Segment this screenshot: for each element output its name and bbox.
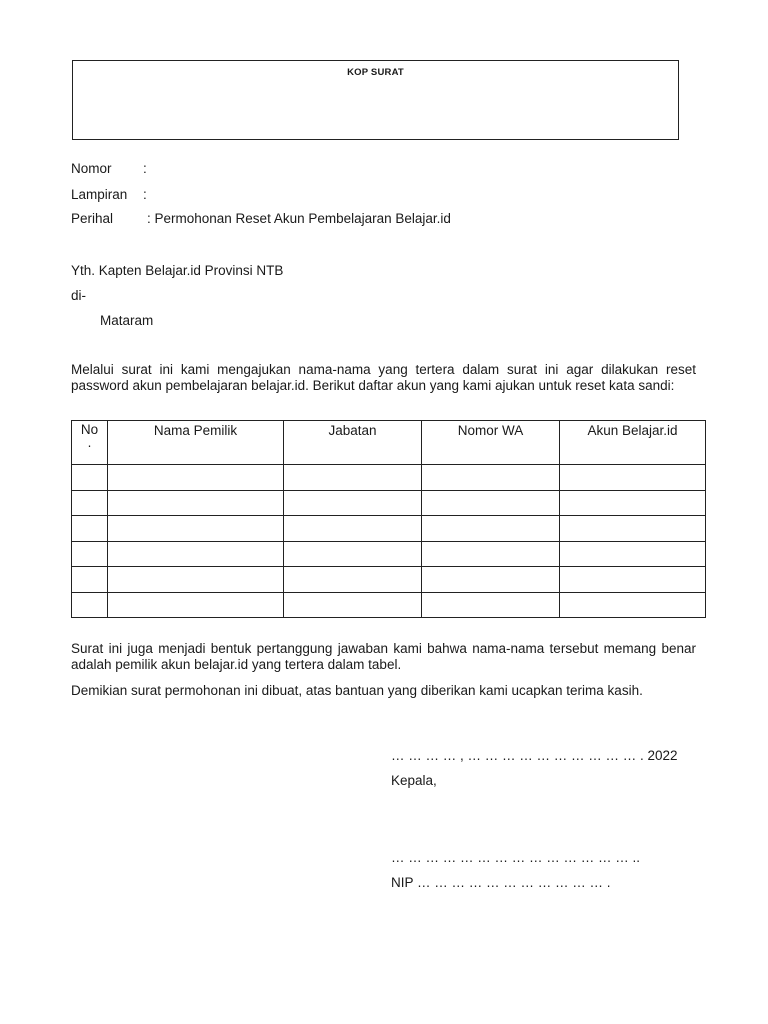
- table-cell: [560, 490, 706, 516]
- addressee-line: Yth. Kapten Belajar.id Provinsi NTB: [71, 263, 284, 278]
- table-cell: [284, 490, 422, 516]
- place-date-line: … … … … , … … … … … … … … … … . 2022: [391, 748, 678, 763]
- closing-paragraph: Demikian surat permohonan ini dibuat, atas bantuan yang diberikan kami ucapkan terima kasih.: [71, 683, 643, 698]
- table-cell: [422, 490, 560, 516]
- signer-title: Kepala,: [391, 773, 437, 788]
- table-header-row: [72, 421, 706, 465]
- table-cell: [108, 465, 284, 491]
- perihal-value: : Permohonan Reset Akun Pembelajaran Belajar.id: [147, 211, 451, 226]
- table-cell: [560, 592, 706, 618]
- lampiran-label: Lampiran: [71, 187, 128, 202]
- table-cell: [422, 567, 560, 593]
- table-row: [72, 465, 706, 491]
- table-cell: [560, 516, 706, 542]
- table-row: [72, 516, 706, 542]
- table-row: [72, 490, 706, 516]
- table-cell: [560, 567, 706, 593]
- header-nama-pemilik: Nama Pemilik: [108, 421, 284, 465]
- header-akun-belajar: Akun Belajar.id: [560, 421, 706, 465]
- letterhead-title: KOP SURAT: [347, 67, 404, 78]
- intro-paragraph: Melalui surat ini kami mengajukan nama-nama yang tertera dalam surat ini agar dilakukan reset password akun pembelajaran belajar.id. Berikut daftar akun yang kami ajukan untuk reset kata sandi:: [71, 362, 696, 393]
- table-cell: [284, 592, 422, 618]
- perihal-row: [71, 211, 451, 226]
- table-cell: [422, 541, 560, 567]
- nomor-row: [71, 161, 147, 176]
- nomor-separator: :: [143, 161, 147, 176]
- table-cell: [284, 567, 422, 593]
- header-jabatan: Jabatan: [284, 421, 422, 465]
- table-cell: [108, 567, 284, 593]
- header-nomor-wa: Nomor WA: [422, 421, 560, 465]
- table-cell: [72, 541, 108, 567]
- letterhead-box: [72, 60, 679, 140]
- table-cell: [422, 465, 560, 491]
- addressee-di: di-: [71, 288, 87, 303]
- nomor-label: Nomor: [71, 161, 112, 176]
- table-cell: [284, 465, 422, 491]
- table-cell: [560, 541, 706, 567]
- account-table: [71, 420, 706, 618]
- lampiran-row: [71, 187, 147, 202]
- responsibility-paragraph: Surat ini juga menjadi bentuk pertanggung jawaban kami bahwa nama-nama tersebut memang benar adalah pemilik akun belajar.id yang tertera dalam tabel.: [71, 641, 696, 672]
- addressee-city: Mataram: [100, 313, 154, 328]
- table-cell: [72, 465, 108, 491]
- table-cell: [108, 490, 284, 516]
- header-no-line1: No: [80, 422, 99, 437]
- table-cell: [108, 516, 284, 542]
- signer-nip: NIP … … … … … … … … … … … .: [391, 875, 611, 890]
- table-cell: [108, 541, 284, 567]
- header-no: [72, 421, 108, 465]
- signer-name-line: … … … … … … … … … … … … … … ..: [391, 850, 641, 865]
- table-cell: [284, 541, 422, 567]
- table-cell: [284, 516, 422, 542]
- table-cell: [422, 592, 560, 618]
- table-cell: [72, 490, 108, 516]
- table-row: [72, 567, 706, 593]
- table-cell: [108, 592, 284, 618]
- table-row: [72, 541, 706, 567]
- table-cell: [72, 567, 108, 593]
- table-cell: [72, 592, 108, 618]
- lampiran-separator: :: [143, 187, 147, 202]
- table-cell: [560, 465, 706, 491]
- header-no-line2: .: [87, 435, 92, 450]
- table-row: [72, 592, 706, 618]
- perihal-label: Perihal: [71, 211, 114, 226]
- table-cell: [422, 516, 560, 542]
- table-cell: [72, 516, 108, 542]
